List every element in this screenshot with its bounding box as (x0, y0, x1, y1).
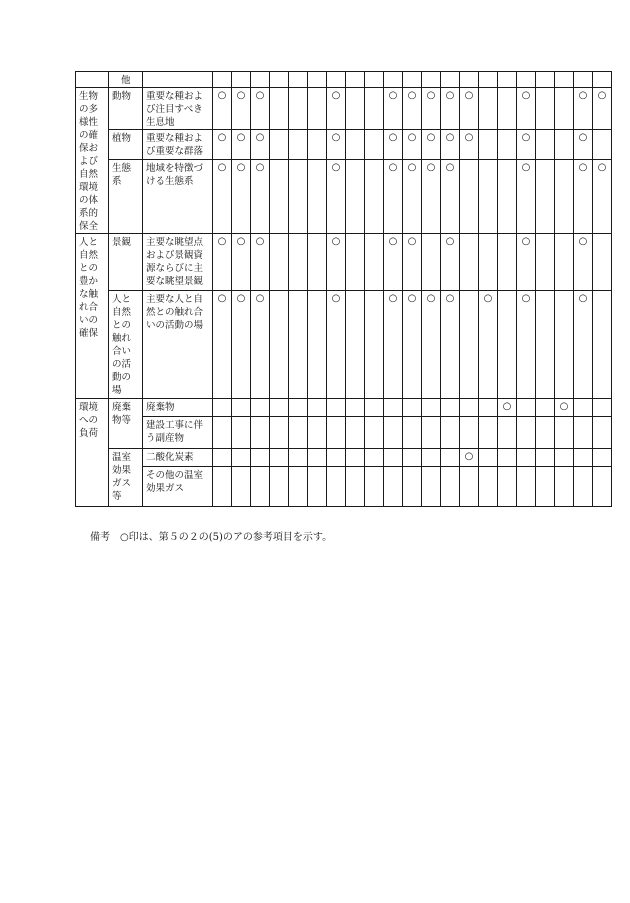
remark-text: ○印は、第５の２の(5)のアの参考項目を示す。 (120, 532, 333, 543)
circle-mark: ○ (441, 160, 460, 234)
empty-cell (270, 130, 289, 160)
empty-cell (517, 399, 536, 417)
empty-cell (555, 234, 574, 291)
circle-mark: ○ (422, 88, 441, 130)
empty-cell (498, 234, 517, 291)
item-cell: 建設工事に伴う副産物 (143, 417, 213, 449)
circle-mark: ○ (422, 130, 441, 160)
empty-cell (384, 417, 403, 449)
empty-cell (308, 234, 327, 291)
circle-mark: ○ (384, 291, 403, 399)
empty-cell (460, 160, 479, 234)
table-row (76, 417, 612, 449)
table-row (76, 291, 612, 399)
empty-cell (441, 449, 460, 467)
empty-cell (593, 399, 612, 417)
circle-mark: ○ (441, 130, 460, 160)
empty-cell (422, 399, 441, 417)
empty-cell (593, 417, 612, 449)
empty-cell (365, 291, 384, 399)
empty-cell (289, 467, 308, 507)
empty-cell (403, 449, 422, 467)
circle-mark: ○ (213, 88, 232, 130)
item-cell: 二酸化炭素 (143, 449, 213, 467)
empty-cell (251, 449, 270, 467)
empty-cell (346, 130, 365, 160)
empty-cell (555, 417, 574, 449)
circle-mark: ○ (479, 291, 498, 399)
empty-cell (498, 130, 517, 160)
remark-note (90, 528, 332, 543)
empty-cell (384, 467, 403, 507)
empty-cell (403, 417, 422, 449)
circle-mark: ○ (517, 234, 536, 291)
empty-cell (536, 88, 555, 130)
circle-mark: ○ (213, 291, 232, 399)
circle-mark: ○ (517, 291, 536, 399)
circle-mark: ○ (403, 160, 422, 234)
empty-cell (365, 234, 384, 291)
empty-cell (289, 449, 308, 467)
circle-mark: ○ (574, 88, 593, 130)
subcategory-cell: 廃棄物等 (109, 399, 143, 449)
empty-cell (308, 417, 327, 449)
circle-mark: ○ (213, 160, 232, 234)
category-cell (76, 399, 109, 507)
empty-cell (213, 399, 232, 417)
circle-mark: ○ (498, 399, 517, 417)
empty-cell (593, 467, 612, 507)
category-cell (76, 234, 109, 399)
category-cell (76, 88, 109, 234)
table-row (76, 130, 612, 160)
empty-cell (346, 417, 365, 449)
subcategory-cell: 温室効果ガス等 (109, 449, 143, 507)
empty-cell (232, 417, 251, 449)
circle-mark: ○ (251, 88, 270, 130)
empty-cell (232, 467, 251, 507)
empty-cell (574, 399, 593, 417)
empty-cell (251, 417, 270, 449)
empty-cell (479, 160, 498, 234)
circle-mark: ○ (403, 234, 422, 291)
remark-label: 備考 (90, 532, 110, 543)
table-row-top (76, 72, 612, 88)
circle-mark: ○ (460, 449, 479, 467)
category-label: 生物の多様性の確保および自然環境の体系的保全 (79, 91, 99, 232)
category-label: 環境への負荷 (79, 402, 99, 439)
circle-mark: ○ (460, 130, 479, 160)
circle-mark: ○ (327, 88, 346, 130)
empty-cell (289, 291, 308, 399)
empty-cell (327, 417, 346, 449)
empty-cell (270, 234, 289, 291)
empty-cell (308, 399, 327, 417)
empty-cell (479, 88, 498, 130)
empty-cell (555, 130, 574, 160)
circle-mark: ○ (574, 291, 593, 399)
circle-mark: ○ (384, 88, 403, 130)
circle-mark: ○ (517, 88, 536, 130)
empty-cell (574, 467, 593, 507)
table-row (76, 88, 612, 130)
empty-cell (479, 399, 498, 417)
empty-cell (289, 234, 308, 291)
empty-cell (346, 449, 365, 467)
empty-cell (517, 467, 536, 507)
empty-cell (270, 399, 289, 417)
empty-cell (479, 449, 498, 467)
empty-cell (384, 449, 403, 467)
empty-cell (498, 291, 517, 399)
circle-mark: ○ (327, 291, 346, 399)
empty-cell (270, 160, 289, 234)
empty-cell (422, 234, 441, 291)
item-cell: 地域を特徴づける生態系 (143, 160, 213, 234)
empty-cell (441, 417, 460, 449)
empty-cell (270, 291, 289, 399)
empty-cell (574, 417, 593, 449)
circle-mark: ○ (403, 88, 422, 130)
empty-cell (536, 449, 555, 467)
empty-cell (536, 234, 555, 291)
empty-cell (365, 417, 384, 449)
empty-cell (327, 467, 346, 507)
circle-mark: ○ (327, 234, 346, 291)
empty-cell (308, 449, 327, 467)
empty-cell (365, 467, 384, 507)
empty-cell (213, 417, 232, 449)
empty-cell (555, 449, 574, 467)
item-cell: 廃棄物 (143, 399, 213, 417)
empty-cell (346, 88, 365, 130)
cell-sub: 他 (109, 72, 143, 88)
table-row (76, 160, 612, 234)
empty-cell (289, 399, 308, 417)
empty-cell (460, 417, 479, 449)
item-cell: その他の温室効果ガス (143, 467, 213, 507)
circle-mark: ○ (422, 291, 441, 399)
circle-mark: ○ (460, 88, 479, 130)
empty-cell (213, 449, 232, 467)
empty-cell (536, 291, 555, 399)
empty-cell (365, 160, 384, 234)
circle-mark: ○ (441, 291, 460, 399)
empty-cell (555, 88, 574, 130)
empty-cell (593, 291, 612, 399)
empty-cell (555, 291, 574, 399)
empty-cell (460, 291, 479, 399)
empty-cell (479, 234, 498, 291)
empty-cell (403, 399, 422, 417)
empty-cell (346, 291, 365, 399)
empty-cell (536, 130, 555, 160)
subcategory-cell: 植物 (109, 130, 143, 160)
empty-cell (498, 160, 517, 234)
item-cell: 重要な種および重要な群落 (143, 130, 213, 160)
empty-cell (536, 160, 555, 234)
empty-cell (517, 449, 536, 467)
empty-cell (479, 467, 498, 507)
empty-cell (574, 449, 593, 467)
empty-cell (365, 449, 384, 467)
table-row (76, 467, 612, 507)
empty-cell (441, 399, 460, 417)
empty-cell (270, 449, 289, 467)
empty-cell (460, 399, 479, 417)
empty-cell (384, 399, 403, 417)
empty-cell (498, 449, 517, 467)
subcategory-cell: 人と自然との触れ合いの活動の場 (109, 291, 143, 399)
empty-cell (498, 417, 517, 449)
empty-cell (327, 399, 346, 417)
subcategory-cell: 生態系 (109, 160, 143, 234)
cell-blank (76, 72, 109, 88)
empty-cell (593, 449, 612, 467)
empty-cell (346, 234, 365, 291)
circle-mark: ○ (384, 130, 403, 160)
empty-cell (270, 88, 289, 130)
empty-cell (270, 417, 289, 449)
empty-cell (498, 467, 517, 507)
item-cell: 主要な人と自然との触れ合いの活動の場 (143, 291, 213, 399)
subcategory-cell: 景観 (109, 234, 143, 291)
circle-mark: ○ (403, 291, 422, 399)
empty-cell (593, 130, 612, 160)
circle-mark: ○ (384, 160, 403, 234)
circle-mark: ○ (213, 130, 232, 160)
empty-cell (346, 160, 365, 234)
empty-cell (365, 88, 384, 130)
empty-cell (498, 88, 517, 130)
circle-mark: ○ (574, 234, 593, 291)
empty-cell (308, 291, 327, 399)
empty-cell (346, 467, 365, 507)
circle-mark: ○ (232, 130, 251, 160)
cell-blank (143, 72, 213, 88)
empty-cell (232, 449, 251, 467)
empty-cell (536, 399, 555, 417)
circle-mark: ○ (593, 88, 612, 130)
circle-mark: ○ (555, 399, 574, 417)
circle-mark: ○ (384, 234, 403, 291)
circle-mark: ○ (251, 234, 270, 291)
empty-cell (536, 467, 555, 507)
table-row (76, 399, 612, 417)
circle-mark: ○ (517, 130, 536, 160)
empty-cell (422, 467, 441, 507)
circle-mark: ○ (593, 160, 612, 234)
empty-cell (479, 417, 498, 449)
circle-mark: ○ (232, 234, 251, 291)
empty-cell (555, 160, 574, 234)
circle-mark: ○ (327, 130, 346, 160)
empty-cell (308, 88, 327, 130)
empty-cell (289, 417, 308, 449)
circle-mark: ○ (441, 234, 460, 291)
table-row (76, 449, 612, 467)
empty-cell (365, 399, 384, 417)
circle-mark: ○ (251, 291, 270, 399)
circle-mark: ○ (403, 130, 422, 160)
empty-cell (555, 467, 574, 507)
table-row (76, 234, 612, 291)
empty-cell (460, 467, 479, 507)
empty-cell (536, 417, 555, 449)
circle-mark: ○ (213, 234, 232, 291)
empty-cell (365, 130, 384, 160)
empty-cell (308, 130, 327, 160)
circle-mark: ○ (574, 160, 593, 234)
circle-mark: ○ (232, 291, 251, 399)
circle-mark: ○ (327, 160, 346, 234)
circle-mark: ○ (574, 130, 593, 160)
circle-mark: ○ (441, 88, 460, 130)
circle-mark: ○ (251, 160, 270, 234)
circle-mark: ○ (251, 130, 270, 160)
empty-cell (289, 88, 308, 130)
empty-cell (403, 467, 422, 507)
empty-cell (251, 467, 270, 507)
empty-cell (593, 234, 612, 291)
category-label: 人と自然との豊かな触れ合いの確保 (79, 237, 99, 339)
item-cell: 主要な眺望点および景観資源ならびに主要な眺望景観 (143, 234, 213, 291)
empty-cell (327, 449, 346, 467)
empty-cell (460, 234, 479, 291)
empty-cell (270, 467, 289, 507)
item-cell: 重要な種および注目すべき生息地 (143, 88, 213, 130)
empty-cell (308, 467, 327, 507)
empty-cell (441, 467, 460, 507)
empty-cell (289, 130, 308, 160)
circle-mark: ○ (232, 88, 251, 130)
empty-cell (422, 417, 441, 449)
subcategory-cell: 動物 (109, 88, 143, 130)
circle-mark: ○ (517, 160, 536, 234)
empty-cell (232, 399, 251, 417)
empty-cell (308, 160, 327, 234)
reference-items-table (75, 71, 612, 507)
empty-cell (346, 399, 365, 417)
empty-cell (517, 417, 536, 449)
empty-cell (479, 130, 498, 160)
empty-cell (422, 449, 441, 467)
empty-cell (251, 399, 270, 417)
circle-mark: ○ (422, 160, 441, 234)
empty-cell (289, 160, 308, 234)
empty-cell (213, 467, 232, 507)
circle-mark: ○ (232, 160, 251, 234)
